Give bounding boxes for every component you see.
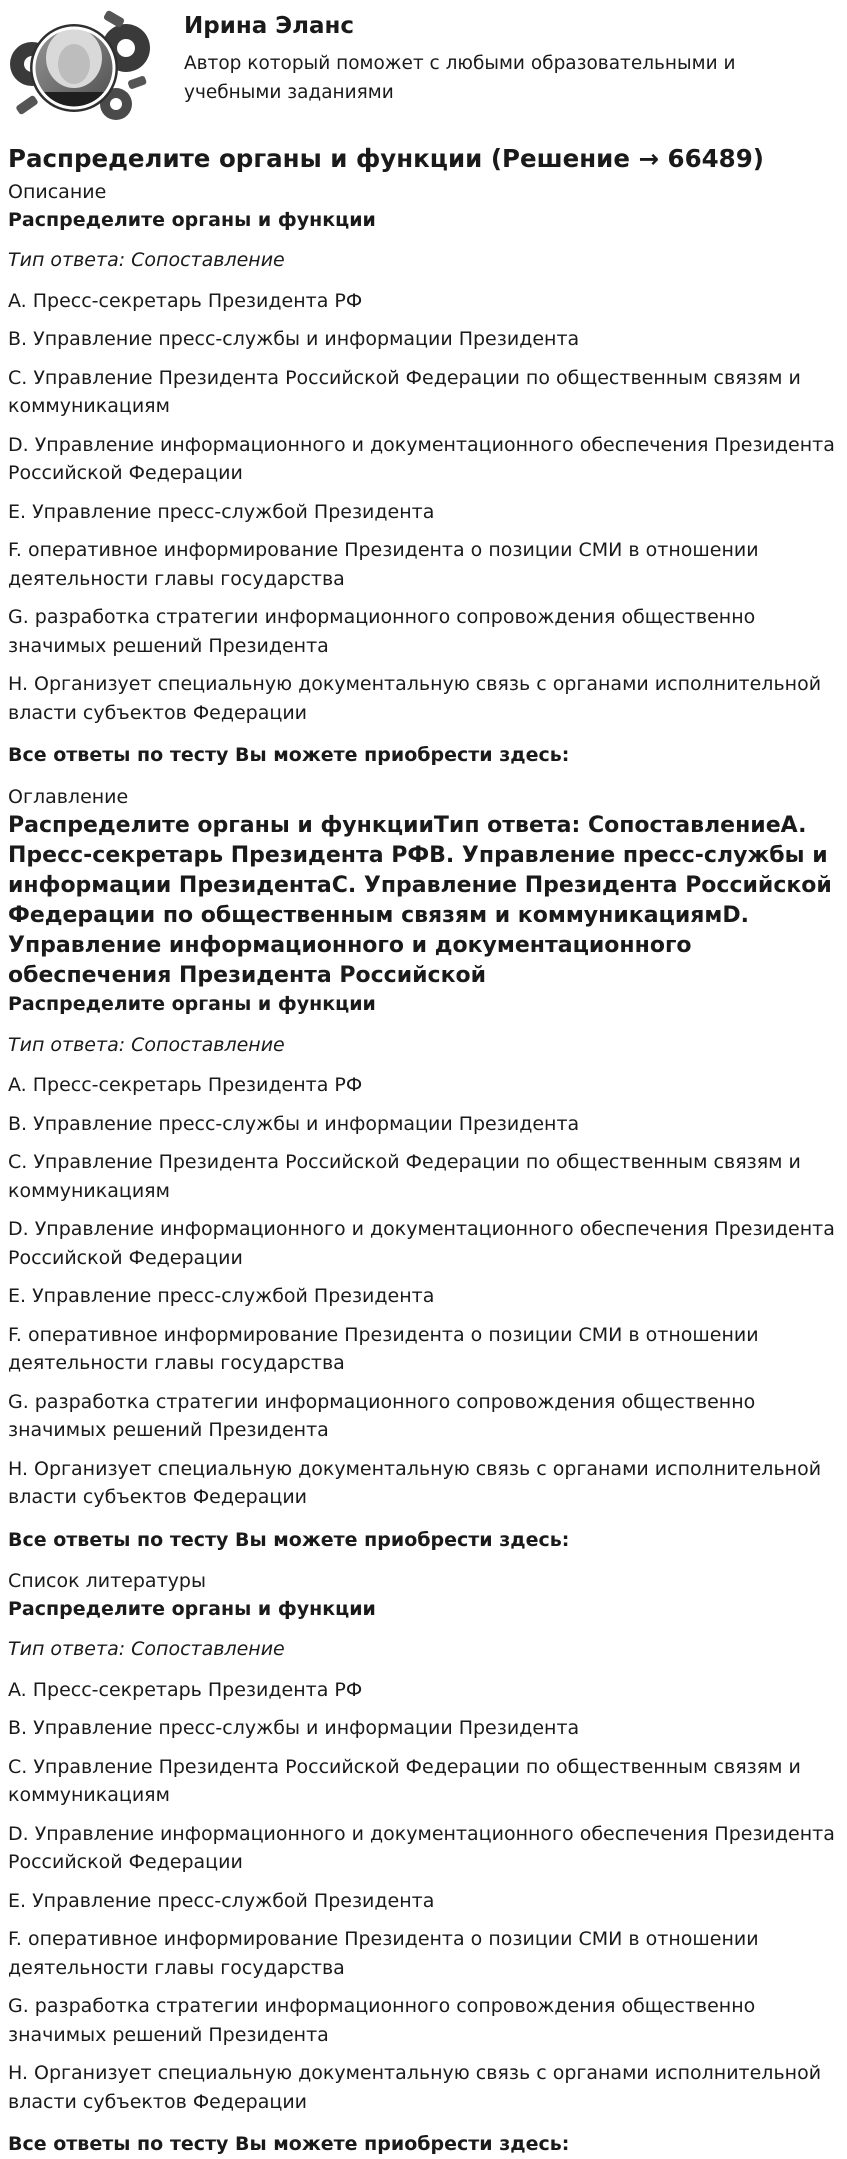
question-title: Распределите органы и функции — [8, 993, 376, 1016]
list-item: C. Управление Президента Российской Федерации по общественным связям и коммуникациям — [8, 1755, 801, 1807]
author-info — [184, 8, 784, 107]
list-item: H. Организует специальную документальную связь с органами исполнительной власти субъектов Федерации — [8, 1457, 822, 1509]
question-block-bibliography — [8, 1596, 839, 2159]
answer-type: Тип ответа: Сопоставление — [8, 249, 285, 272]
question-block-description — [8, 207, 839, 770]
list-item: C. Управление Президента Российской Федерации по общественным связям и коммуникациям — [8, 366, 801, 418]
section-label-toc: Оглавление — [8, 785, 129, 808]
list-item: F. оперативное информирование Президента о позиции СМИ в отношении деятельности главы государства — [8, 1323, 759, 1375]
list-item: B. Управление пресс-службы и информации Президента — [8, 1717, 580, 1740]
toc-heading: Распределите органы и функцииТип ответа: СопоставлениеA. Пресс-секретарь Президента РФB. Управление пресс-службы и информации ПрезидентаC. Управление Президента Российской Федерации по общественным связям и коммуникациямD. Управление информационного и документационного обеспечения Президента Российской — [8, 813, 832, 988]
purchase-note: Все ответы по тесту Вы можете приобрести здесь: — [8, 744, 570, 767]
list-item: D. Управление информационного и документационного обеспечения Президента Российской Федерации — [8, 1822, 835, 1874]
question-title: Распределите органы и функции — [8, 1597, 376, 1620]
question-block-toc — [8, 991, 839, 1554]
list-item: C. Управление Президента Российской Федерации по общественным связям и коммуникациям — [8, 1151, 801, 1202]
section-label-bibliography: Список литературы — [8, 1570, 206, 1593]
avatar[interactable] — [8, 8, 154, 126]
list-item: H. Организует специальную документальную связь с органами исполнительной власти субъектов Федерации — [8, 2062, 822, 2113]
list-item: B. Управление пресс-службы и информации Президента — [8, 1112, 580, 1135]
author-block — [8, 0, 839, 122]
list-item: F. оперативное информирование Президента о позиции СМИ в отношении деятельности главы государства — [8, 1928, 759, 1979]
purchase-note: Все ответы по тесту Вы можете приобрести здесь: — [8, 1528, 570, 1551]
list-item: D. Управление информационного и документационного обеспечения Президента Российской Федерации — [8, 433, 835, 485]
list-item: G. разработка стратегии информационного сопровождения общественно значимых решений Президента — [8, 1995, 756, 2046]
list-item: E. Управление пресс-службой Президента — [8, 1285, 435, 1308]
list-item: A. Пресс-секретарь Президента РФ — [8, 1074, 363, 1097]
list-item: H. Организует специальную документальную связь с органами исполнительной власти субъектов Федерации — [8, 673, 822, 724]
list-item: G. разработка стратегии информационного сопровождения общественно значимых решений Президента — [8, 606, 756, 657]
purchase-note: Все ответы по тесту Вы можете приобрести здесь: — [8, 2133, 570, 2156]
answer-type: Тип ответа: Сопоставление — [8, 1033, 285, 1056]
page-title: Распределите органы и функции (Решение → 66489) — [8, 144, 764, 173]
author-description: Автор который поможет с любыми образовательными и учебными заданиями — [184, 52, 736, 103]
list-item: E. Управление пресс-службой Президента — [8, 1889, 435, 1912]
list-item: G. разработка стратегии информационного сопровождения общественно значимых решений Президента — [8, 1390, 756, 1442]
list-item: B. Управление пресс-службы и информации Президента — [8, 328, 580, 351]
section-label-description: Описание — [8, 181, 107, 204]
author-name[interactable]: Ирина Эланс — [184, 13, 355, 39]
list-item: D. Управление информационного и документационного обеспечения Президента Российской Федерации — [8, 1218, 835, 1269]
list-item: A. Пресс-секретарь Президента РФ — [8, 289, 363, 312]
question-title: Распределите органы и функции — [8, 208, 376, 231]
avatar-photo-icon — [8, 8, 154, 126]
list-item: A. Пресс-секретарь Президента РФ — [8, 1678, 363, 1701]
list-item: E. Управление пресс-службой Президента — [8, 500, 435, 523]
answer-type: Тип ответа: Сопоставление — [8, 1638, 285, 1661]
list-item: F. оперативное информирование Президента о позиции СМИ в отношении деятельности главы государства — [8, 539, 759, 590]
